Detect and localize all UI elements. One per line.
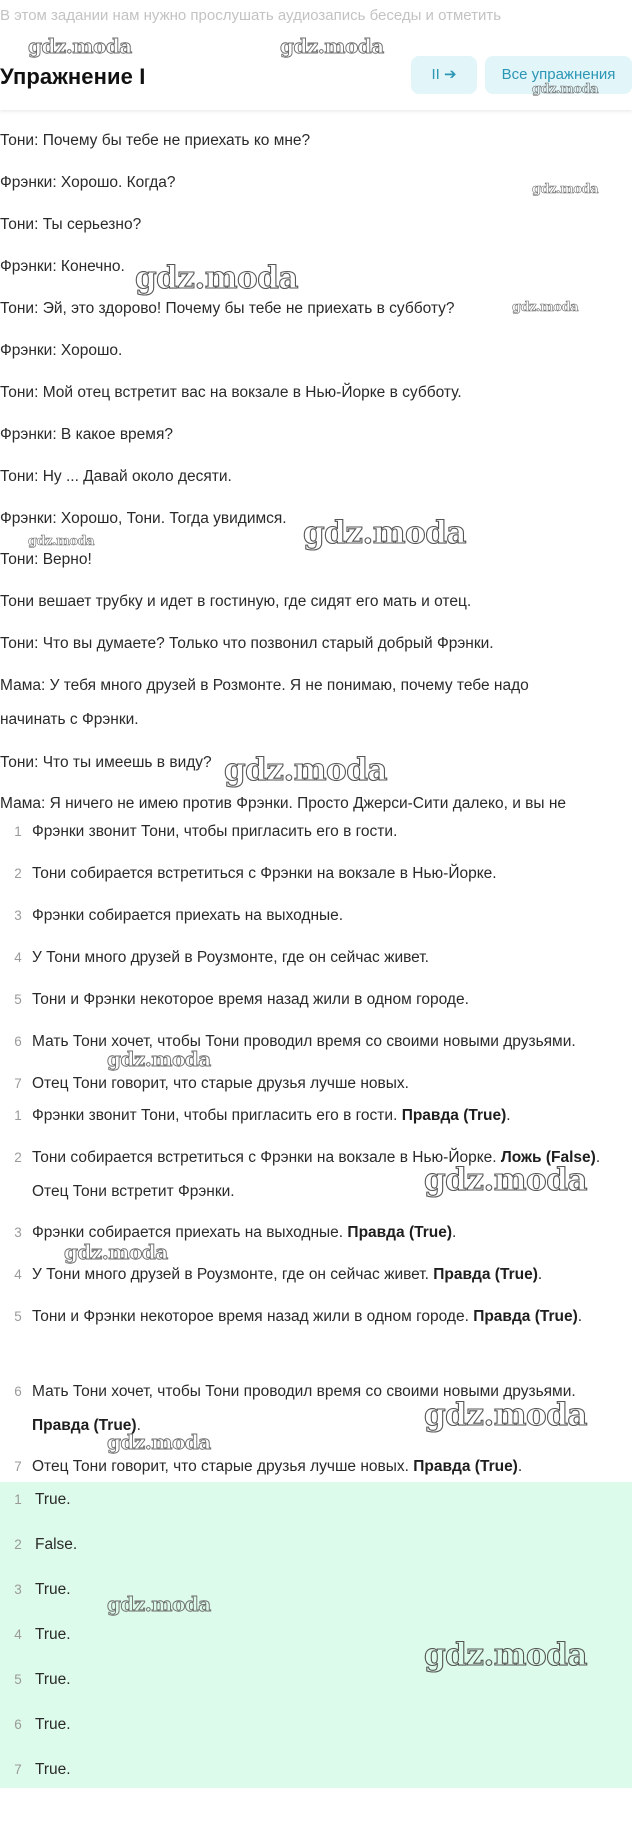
verdict: Правда (True) <box>413 1458 518 1475</box>
dialogue-line: Тони: Верно! <box>0 551 92 568</box>
statement-text: У Тони много друзей в Роузмонте, где он сейчас живет. <box>32 949 429 966</box>
dialogue-line: Фрэнки: Конечно. <box>0 258 125 275</box>
item-number: 6 <box>14 1717 22 1732</box>
answer-value: True. <box>35 1671 71 1688</box>
statement-text: Отец Тони говорит, что старые друзья лучше новых. <box>32 1075 409 1092</box>
dialogue-line: Мама: У тебя много друзей в Розмонте. Я не понимаю, почему тебе надо начинать с Фрэнки. <box>0 677 529 728</box>
item-number: 3 <box>14 1582 22 1597</box>
item-number: 2 <box>14 866 22 881</box>
dialogue-line: Фрэнки: Хорошо. <box>0 342 123 359</box>
dialogue-line: Тони вешает трубку и идет в гостиную, где сидят его мать и отец. <box>0 593 472 610</box>
item-number: 6 <box>14 1034 22 1049</box>
dialogue-line: Тони: Что вы думаете? Только что позвонил старый добрый Фрэнки. <box>0 635 494 652</box>
answer-value: True. <box>35 1491 71 1508</box>
watermark-logo: gdz.moda <box>424 1162 587 1198</box>
watermark-logo: gdz.moda <box>107 1430 211 1454</box>
watermark-logo: gdz.moda <box>512 300 579 315</box>
statement-text: Фрэнки собирается приехать на выходные. <box>32 907 344 924</box>
item-number: 7 <box>14 1459 22 1474</box>
item-number: 4 <box>14 1627 22 1642</box>
statement-text: Тони собирается встретиться с Фрэнки на вокзале в Нью-Йорке. <box>32 865 497 882</box>
item-number: 1 <box>14 1492 22 1507</box>
statement-text: Тони и Фрэнки некоторое время назад жили в одном городе. <box>32 991 469 1008</box>
next-exercise-button[interactable]: II ➔ <box>411 56 477 94</box>
intro-text: В этом задании нам нужно прослушать аудиозапись беседы и отметить <box>0 7 502 24</box>
statement-text: Тони и Фрэнки некоторое время назад жили в одном городе. <box>32 1308 469 1325</box>
dialogue-line: Тони: Ну ... Давай около десяти. <box>0 468 232 485</box>
item-number: 5 <box>14 1309 22 1324</box>
dialogue-line: Тони: Ты серьезно? <box>0 216 142 233</box>
watermark-logo: gdz.moda <box>28 534 95 549</box>
item-number: 5 <box>14 992 22 1007</box>
item-number: 3 <box>14 1225 22 1240</box>
watermark-logo: gdz.moda <box>424 1397 587 1433</box>
watermark-logo: gdz.moda <box>224 752 387 788</box>
item-number: 3 <box>14 908 22 923</box>
dialogue-line: Тони: Почему бы тебе не приехать ко мне? <box>0 132 311 149</box>
answer-value: False. <box>35 1536 78 1553</box>
watermark-logo: gdz.moda <box>280 34 384 58</box>
verdict: Правда (True) <box>401 1107 507 1124</box>
item-number: 7 <box>14 1762 22 1777</box>
dialogue-line: Тони: Мой отец встретит вас на вокзале в Нью-Йорке в субботу. <box>0 384 462 401</box>
verdict: Ложь (False) <box>500 1149 596 1166</box>
verdict: Правда (True) <box>32 1417 137 1434</box>
answer-value: True. <box>35 1626 71 1643</box>
item-number: 1 <box>14 1108 22 1123</box>
item-number: 2 <box>14 1537 22 1552</box>
answer-value: True. <box>35 1716 71 1733</box>
watermark-logo: gdz.moda <box>107 1047 211 1071</box>
statement-text: Фрэнки звонит Тони, чтобы пригласить его в гости. <box>32 823 398 840</box>
item-number: 5 <box>14 1672 22 1687</box>
dialogue-line: Фрэнки: Хорошо. Когда? <box>0 174 176 191</box>
dialogue-line: Тони: Что ты имеешь в виду? <box>0 754 212 771</box>
watermark-logo: gdz.moda <box>303 515 466 551</box>
statement-text: Фрэнки собирается приехать на выходные. <box>32 1224 344 1241</box>
statement-text: Мать Тони хочет, чтобы Тони проводил время со своими новыми друзьями. <box>32 1383 576 1400</box>
dialogue-line: Тони: Эй, это здорово! Почему бы тебе не приехать в субботу? <box>0 300 455 317</box>
verdict: Правда (True) <box>473 1308 578 1325</box>
item-number: 2 <box>14 1150 22 1165</box>
item-number: 4 <box>14 1267 22 1282</box>
verdict: Правда (True) <box>347 1224 453 1241</box>
all-exercises-button[interactable]: Все упражнения <box>485 56 632 94</box>
item-number: 4 <box>14 950 22 965</box>
statement-text: Фрэнки звонит Тони, чтобы пригласить его в гости. <box>32 1107 398 1124</box>
verdict-note: Отец Тони встретит Фрэнки. <box>32 1183 235 1200</box>
dialogue-line: Мама: Я ничего не имею против Фрэнки. Просто Джерси-Сити далеко, и вы не <box>0 795 567 812</box>
watermark-logo: gdz.moda <box>424 1637 587 1673</box>
watermark-logo: gdz.moda <box>135 260 298 296</box>
item-number: 1 <box>14 824 22 839</box>
statement-text: Отец Тони говорит, что старые друзья лучше новых. <box>32 1458 409 1475</box>
watermark-logo: gdz.moda <box>107 1592 211 1616</box>
statement-text: Мать Тони хочет, чтобы Тони проводил время со своими новыми друзьями. <box>32 1033 576 1050</box>
statement-text: Тони собирается встретиться с Фрэнки на вокзале в Нью-Йорке. <box>32 1149 497 1166</box>
statement-text: У Тони много друзей в Роузмонте, где он сейчас живет. <box>32 1266 429 1283</box>
item-number: 7 <box>14 1076 22 1091</box>
dialogue-line: Фрэнки: Хорошо, Тони. Тогда увидимся. <box>0 510 287 527</box>
watermark-logo: gdz.moda <box>64 1240 168 1264</box>
answer-value: True. <box>35 1581 71 1598</box>
watermark-logo: gdz.moda <box>28 34 132 58</box>
dialogue-line: Фрэнки: В какое время? <box>0 426 173 443</box>
watermark-logo: gdz.moda <box>532 182 599 197</box>
watermark-logo: gdz.moda <box>532 82 599 97</box>
answer-value: True. <box>35 1761 71 1778</box>
page-title: Упражнение I <box>0 64 146 89</box>
answers-panel <box>0 1482 632 1788</box>
item-number: 6 <box>14 1384 22 1399</box>
verdict: Правда (True) <box>433 1266 538 1283</box>
